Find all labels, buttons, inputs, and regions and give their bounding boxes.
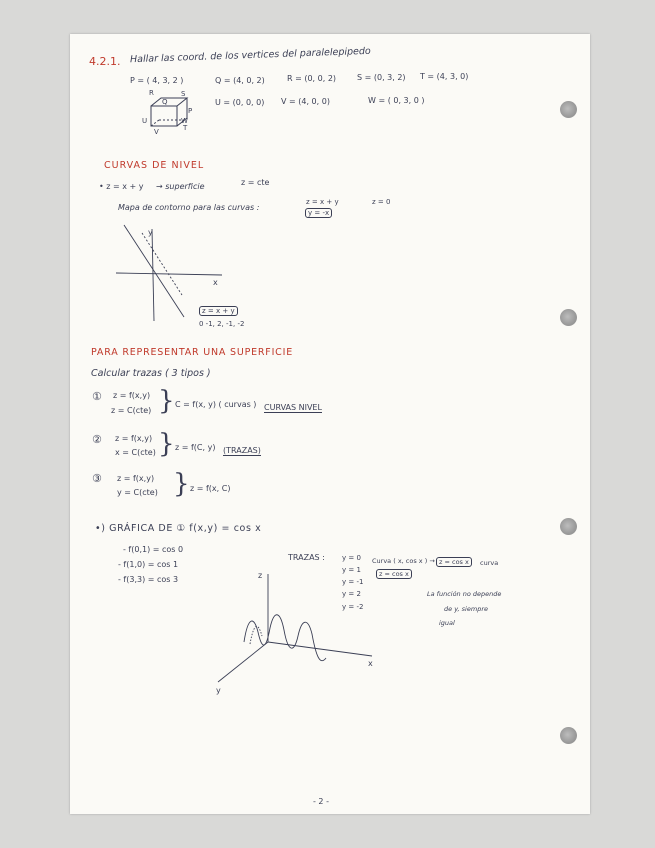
grafica-heading: •) GRÁFICA DE ① f(x,y) = cos x — [95, 523, 262, 534]
note-independent-1: La función no depende — [427, 590, 502, 598]
point-p: P = ( 4, 3, 2 ) — [130, 76, 184, 85]
exercise-number: 4.2.1. — [89, 55, 121, 68]
vertex-label-w: W — [181, 117, 188, 125]
case2-result: z = f(C, y) — [175, 443, 216, 452]
note-curve-box-2: z = cos x — [376, 569, 412, 579]
graph-axis-x: x — [368, 659, 373, 668]
surface-equation: • z = x + y — [99, 182, 144, 191]
point-s: S = (0, 3, 2) — [357, 73, 406, 82]
case3-line2: y = C(cte) — [117, 488, 158, 497]
point-u: U = (0, 0, 0) — [215, 98, 265, 107]
case2-line2: x = C(cte) — [115, 448, 156, 457]
vertex-label-r: R — [149, 89, 154, 97]
case3-number: ③ — [92, 472, 102, 485]
case1-result: C = f(x, y) ( curvas ) — [175, 400, 257, 409]
vertex-label-p: P — [188, 107, 193, 115]
case3-brace: } — [173, 469, 190, 499]
traza-y2: y = 2 — [342, 590, 361, 598]
grafica-eval-3: - f(3,3) = cos 3 — [118, 575, 179, 584]
vertex-label-q: Q — [162, 98, 168, 106]
superficie-heading: PARA REPRESENTAR UNA SUPERFICIE — [91, 347, 294, 358]
contour-axis-y: y — [148, 228, 153, 237]
contour-eq-boxed: y = -x — [305, 208, 332, 218]
cosine-3d-graph — [210, 570, 380, 695]
traza-y0: y = 0 — [342, 554, 361, 562]
note-independent-3: igual — [439, 619, 455, 627]
contour-map-text: Mapa de contorno para las curvas : — [118, 203, 260, 212]
vertex-label-t: T — [183, 124, 188, 132]
contour-eq-top: z = x + y — [306, 198, 339, 206]
contour-eq-right: z = 0 — [372, 198, 391, 206]
page-number: - 2 - — [313, 797, 329, 806]
case3-result: z = f(x, C) — [190, 484, 231, 493]
trazas-label: TRAZAS : — [288, 553, 325, 562]
vertex-label-s: S — [181, 90, 186, 98]
case1-brace: } — [158, 386, 175, 416]
binder-hole — [560, 309, 577, 326]
note-curve-box: z = cos x — [436, 557, 472, 567]
case2-number: ② — [92, 433, 102, 446]
point-q: Q = (4, 0, 2) — [215, 76, 265, 85]
case1-line1: z = f(x,y) — [113, 391, 151, 400]
note-independent-2: de y, siempre — [444, 605, 488, 613]
curvas-nivel-heading: CURVAS DE NIVEL — [104, 160, 205, 171]
binder-hole — [560, 518, 577, 535]
contour-box-label: z = x + y — [199, 306, 238, 316]
exercise-title: Hallar las coord. de los vertices del paralelepipedo — [129, 45, 371, 66]
case2-tag: (TRAZAS) — [223, 446, 261, 455]
case2-brace: } — [158, 429, 175, 459]
level-constant: z = cte — [241, 178, 270, 187]
traza-ym2: y = -2 — [342, 603, 364, 611]
traza-y1: y = 1 — [342, 566, 361, 574]
point-v: V = (4, 0, 0) — [281, 97, 330, 106]
notebook-page — [70, 34, 590, 814]
point-t: T = (4, 3, 0) — [420, 72, 469, 81]
case2-line1: z = f(x,y) — [115, 434, 153, 443]
case1-number: ① — [92, 390, 102, 403]
case3-line1: z = f(x,y) — [117, 474, 155, 483]
vertex-label-u: U — [142, 117, 148, 125]
binder-hole — [560, 101, 577, 118]
trazas-subtitle: Calcular trazas ( 3 tipos ) — [91, 368, 211, 379]
note-curve-word: curva — [480, 559, 499, 567]
graph-axis-y: y — [216, 686, 221, 695]
binder-hole — [560, 727, 577, 744]
grafica-eval-2: - f(1,0) = cos 1 — [118, 560, 179, 569]
contour-axis-x: x — [213, 278, 218, 287]
case1-tag: CURVAS NIVEL — [264, 403, 322, 412]
vertex-label-v: V — [154, 128, 159, 136]
contour-values: 0 -1, 2, -1, -2 — [199, 320, 245, 328]
note-curve-text: Curva ( x, cos x ) → — [372, 557, 435, 565]
grafica-eval-1: - f(0,1) = cos 0 — [123, 545, 184, 554]
traza-ym1: y = -1 — [342, 578, 364, 586]
case1-line2: z = C(cte) — [111, 406, 152, 415]
graph-axis-z: z — [258, 571, 263, 580]
point-r: R = (0, 0, 2) — [287, 74, 337, 83]
point-w: W = ( 0, 3, 0 ) — [368, 96, 425, 105]
surface-arrow-text: → superficie — [156, 182, 205, 191]
